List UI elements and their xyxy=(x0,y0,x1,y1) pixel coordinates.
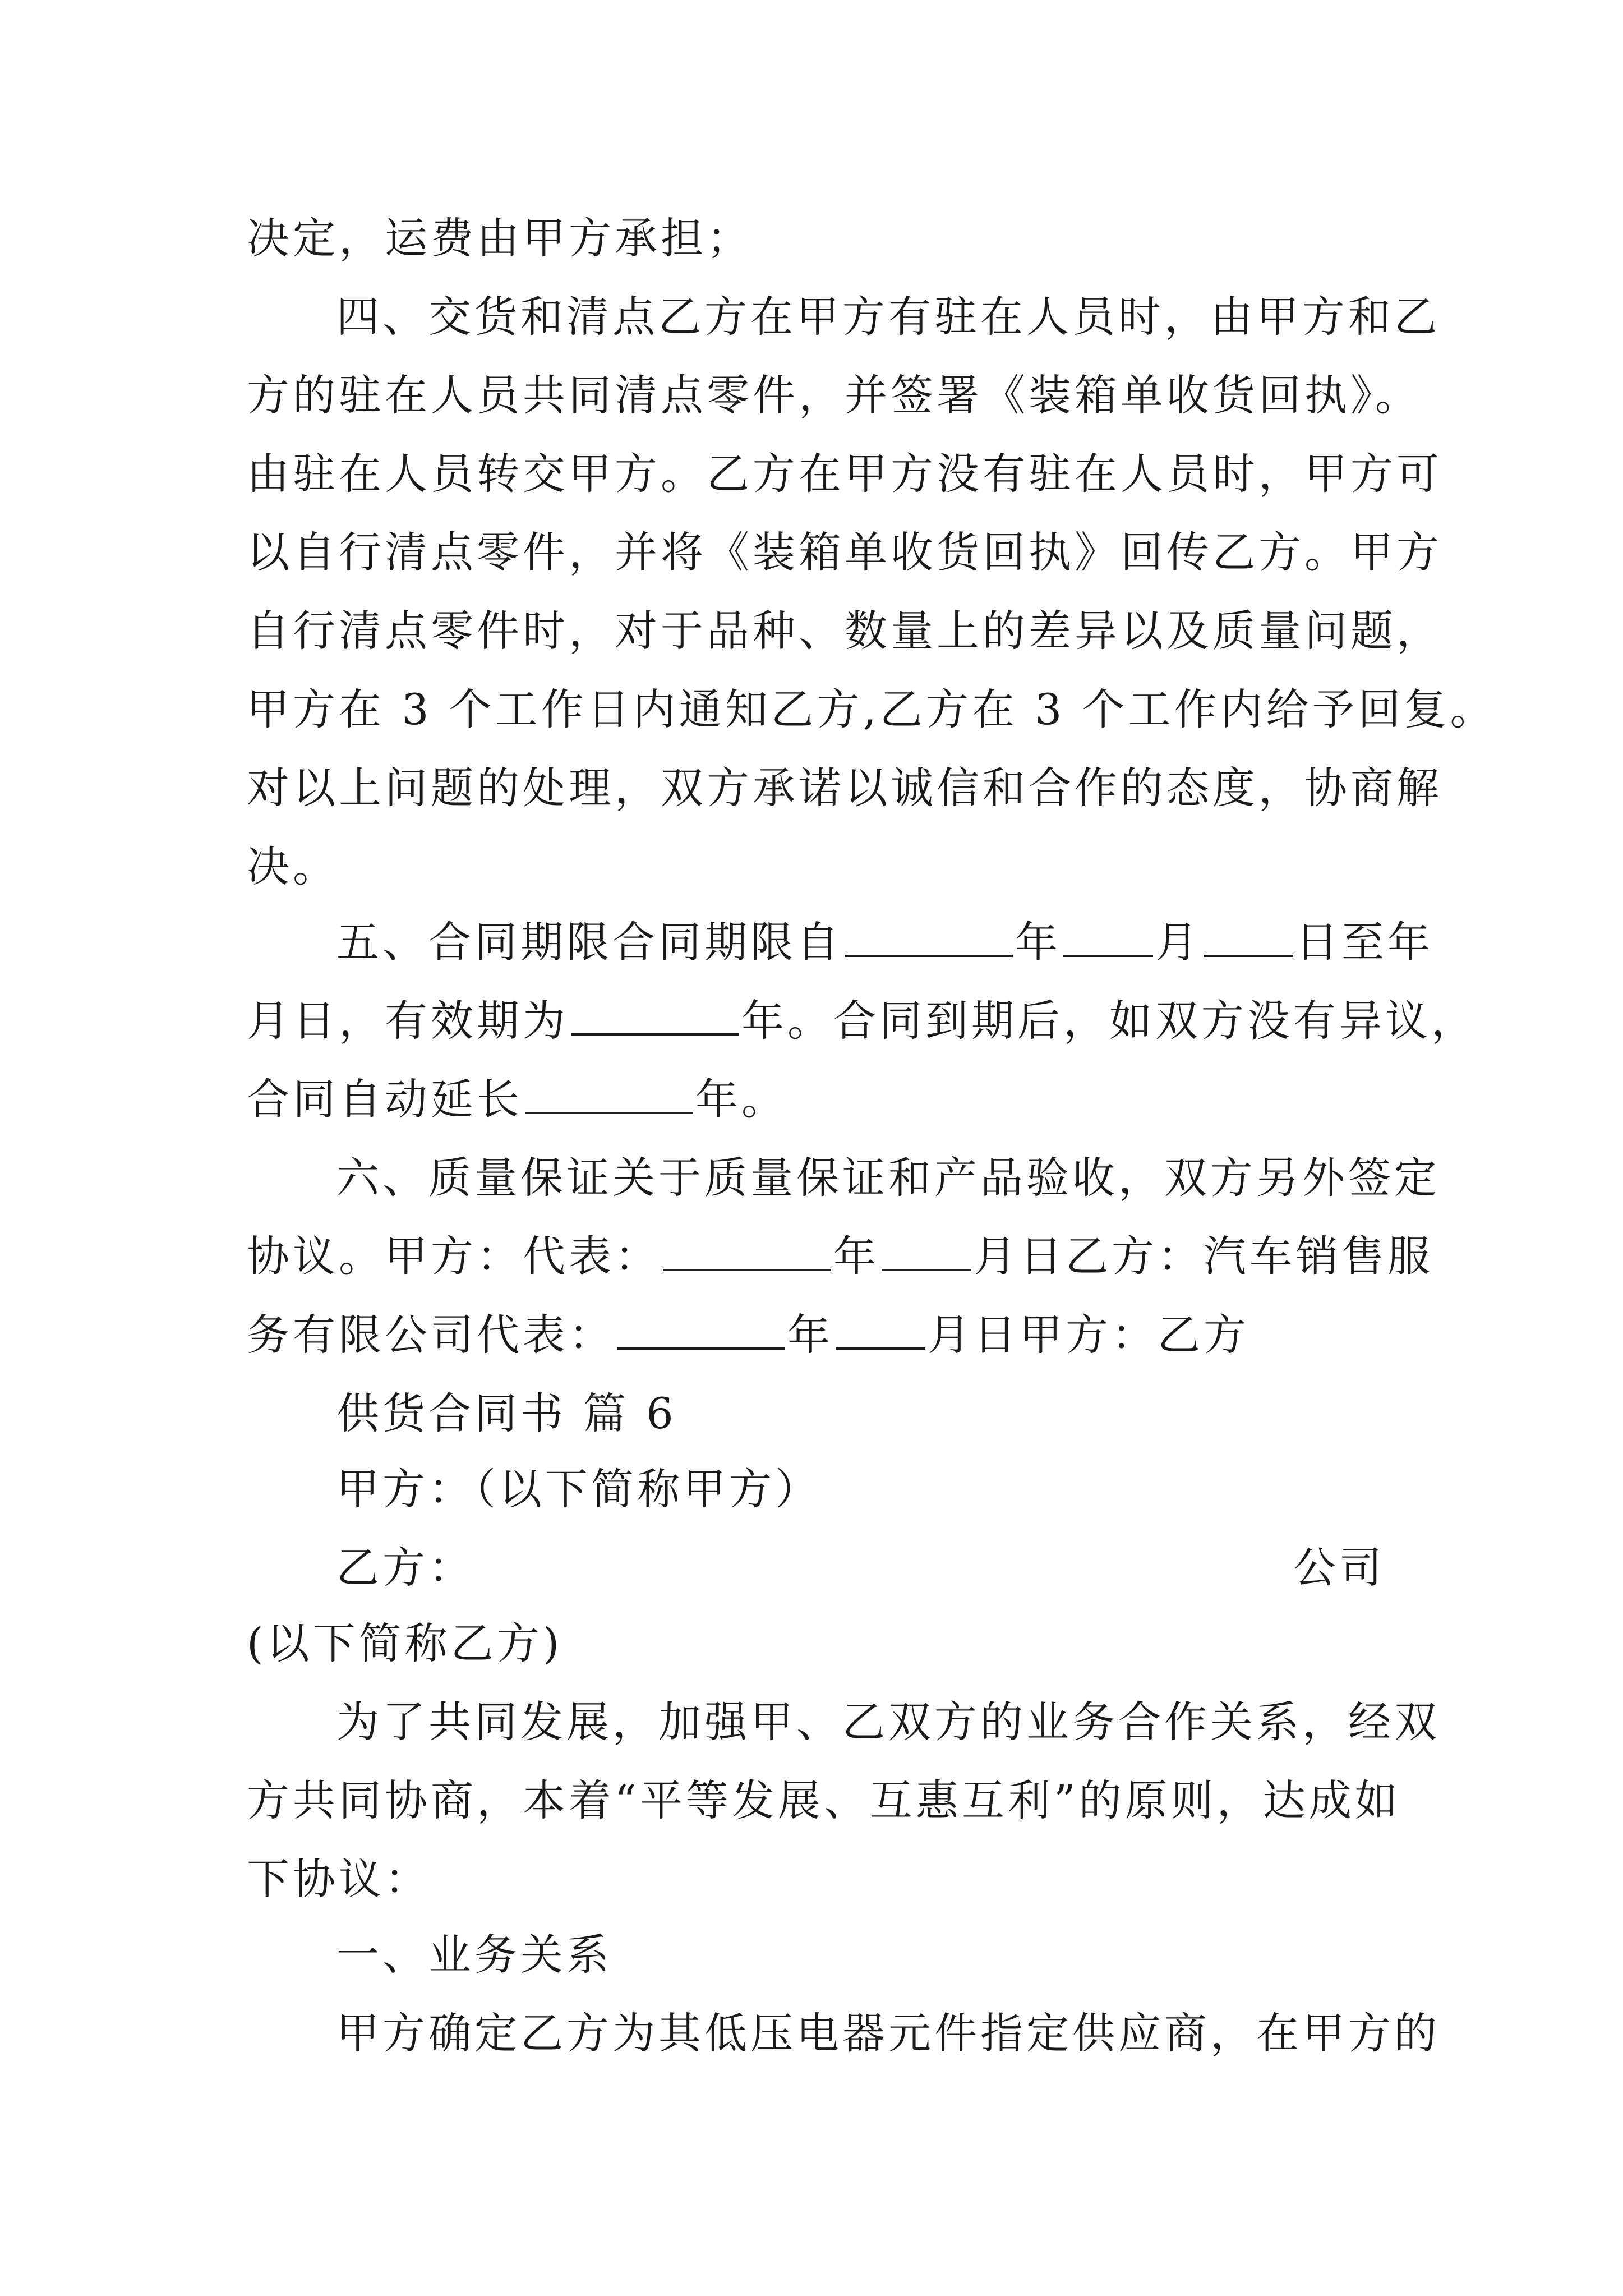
text-line: 自行清点零件时，对于品种、数量上的差异以及质量问题， xyxy=(247,606,1442,656)
signature-line xyxy=(247,1231,1433,1282)
text-segment: 年。合同到期后，如双方没有异议， xyxy=(741,996,1477,1046)
fill-in-blank xyxy=(1204,920,1293,957)
text-segment: 年 xyxy=(787,1310,833,1360)
text-line: 下协议： xyxy=(247,1854,431,1904)
text-line: 以自行清点零件，并将《装箱单收货回执》回传乙方。甲方 xyxy=(247,527,1442,577)
section-title: 一、业务关系 xyxy=(336,1930,612,1980)
text-line: 决定，运费由甲方承担； xyxy=(247,213,753,263)
section-heading: 供货合同书 篇 6 xyxy=(336,1388,677,1438)
text-segment: 月日，有效期为 xyxy=(247,996,569,1046)
contract-term-line xyxy=(336,917,1475,968)
text-segment: 五、合同期限合同期限自 xyxy=(336,917,842,967)
text-line: 决。 xyxy=(247,841,339,891)
text-line: 对以上问题的处理，双方承诺以诚信和合作的态度，协商解 xyxy=(247,763,1442,813)
text-segment: 合同自动延长 xyxy=(247,1074,523,1124)
text-line: 六、质量保证关于质量保证和产品验收，双方另外签定 xyxy=(336,1153,1440,1203)
text-line: (以下简称乙方) xyxy=(247,1618,563,1668)
text-segment: 年 xyxy=(1015,917,1061,967)
text-segment: 月日乙方：汽车销售服 xyxy=(974,1231,1433,1281)
fill-in-blank xyxy=(836,1313,925,1350)
contract-term-line xyxy=(247,996,1477,1046)
text-segment: 年。 xyxy=(695,1074,787,1124)
text-segment: 年 xyxy=(833,1231,879,1281)
party-b-company: 公司 xyxy=(1293,1543,1385,1593)
fill-in-blank xyxy=(663,1234,831,1271)
fill-in-blank xyxy=(845,920,1013,957)
text-line: 方共同协商，本着“平等发展、互惠互利”的原则，达成如 xyxy=(247,1775,1401,1825)
text-line: 甲方确定乙方为其低压电器元件指定供应商，在甲方的 xyxy=(336,2008,1440,2058)
text-line: 甲方在 3 个工作日内通知乙方,乙方在 3 个工作内给予回复。 xyxy=(247,684,1496,734)
text-segment: 协议。甲方：代表： xyxy=(247,1231,661,1281)
text-segment: 日至年 xyxy=(1295,917,1433,967)
text-line: 由驻在人员转交甲方。乙方在甲方没有驻在人员时，甲方可 xyxy=(247,449,1442,499)
text-line: 四、交货和清点乙方在甲方有驻在人员时，由甲方和乙 xyxy=(336,292,1440,342)
text-line: 为了共同发展，加强甲、乙双方的业务合作关系，经双 xyxy=(336,1697,1440,1747)
text-segment: 月 xyxy=(1155,917,1201,967)
party-b-line xyxy=(336,1543,1385,1593)
fill-in-blank xyxy=(525,1077,693,1114)
text-line: 方的驻在人员共同清点零件，并签署《装箱单收货回执》。 xyxy=(247,370,1421,420)
fill-in-blank xyxy=(882,1234,971,1271)
text-segment: 月日甲方：乙方 xyxy=(928,1310,1249,1360)
contract-term-line xyxy=(247,1074,1385,1125)
fill-in-blank xyxy=(571,999,739,1036)
party-b-label: 乙方： xyxy=(336,1543,474,1593)
party-a-line: 甲方：（以下简称甲方） xyxy=(336,1464,821,1514)
text-segment: 务有限公司代表： xyxy=(247,1310,615,1360)
fill-in-blank xyxy=(617,1313,785,1350)
signature-line xyxy=(247,1310,1385,1360)
fill-in-blank xyxy=(1063,920,1153,957)
